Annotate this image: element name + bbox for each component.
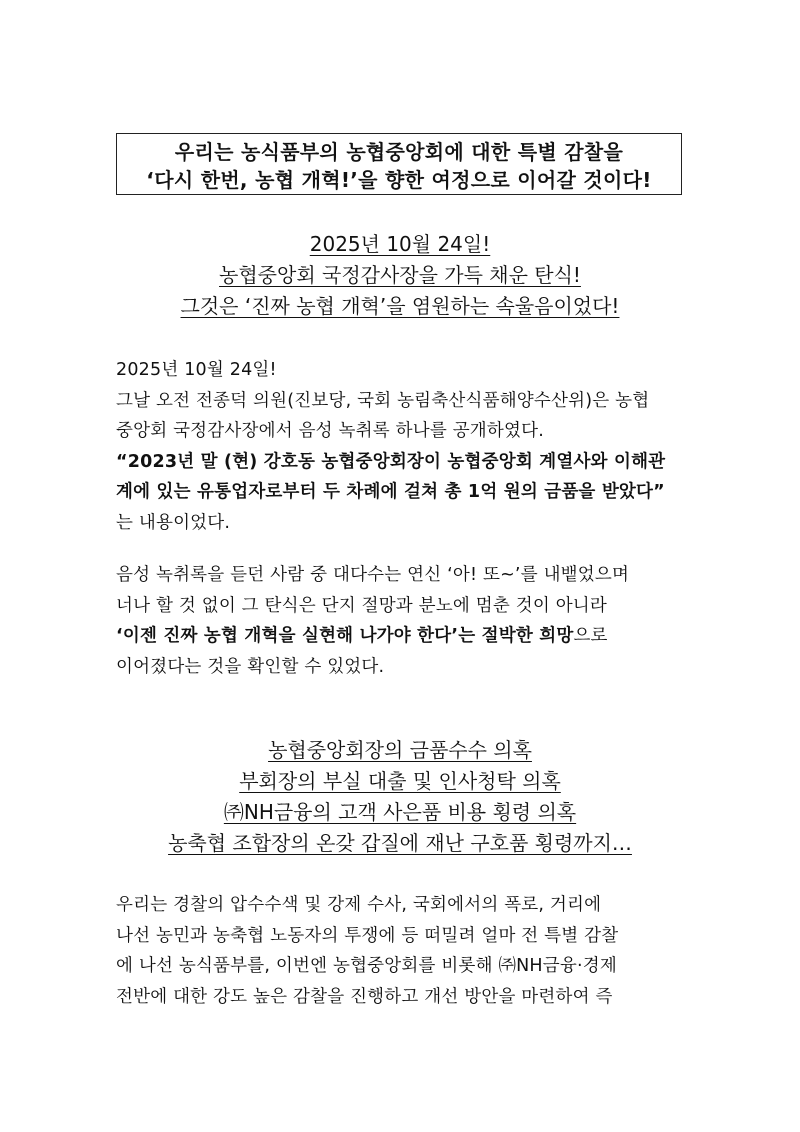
paragraph-1-line-1: 2025년 10월 24일! [116, 360, 277, 380]
paragraph-2-line-2: 너나 할 것 없이 그 탄식은 단지 절망과 분노에 멈춘 것이 아니라 [116, 595, 608, 616]
paragraph-1-line-4: “2023년 말 (현) 강호동 농협중앙회장이 농협중앙회 계열사와 이해관 [116, 451, 666, 472]
paragraph-1-line-5: 계에 있는 유통업자로부터 두 차례에 걸쳐 총 1억 원의 금품을 받았다” [116, 482, 665, 502]
headline-2-line-4: 농축협 조합장의 온갖 갑질에 재난 구호품 횡령까지… [168, 831, 632, 855]
paragraph-1-line-6: 는 내용이었다. [116, 512, 231, 533]
title-box [116, 133, 682, 195]
paragraph-2-line-1: 음성 녹취록을 듣던 사람 중 대다수는 연신 ‘아! 또~’를 내뱉었으며 [116, 565, 630, 585]
headline-2-line-1: 농협중앙회장의 금품수수 의혹 [268, 738, 532, 762]
headline-1-line-2: 농협중앙회 국정감사장을 가득 채운 탄식! [219, 263, 581, 287]
paragraph-1-line-3: 중앙회 국정감사장에서 음성 녹취록 하나를 공개하였다. [116, 421, 544, 441]
paragraph-3-line-3: 에 나선 농식품부를, 이번엔 농협중앙회를 비롯해 ㈜NH금융·경제 [116, 956, 617, 976]
headline-2 [0, 735, 800, 859]
headline-2-line-2: 부회장의 부실 대출 및 인사청탁 의혹 [239, 769, 561, 793]
paragraph-2-line-3 [116, 621, 686, 652]
paragraph-3-line-4: 전반에 대한 강도 높은 감찰을 진행하고 개선 방안을 마련하여 즉 [116, 986, 613, 1007]
paragraph-1 [116, 355, 686, 538]
paragraph-2-line-3-rest: 으로 [573, 626, 608, 646]
paragraph-2-line-3-bold: ‘이젠 진짜 농협 개혁을 실현해 나가야 한다’는 절박한 희망 [116, 626, 574, 646]
headline-1-line-1: 2025년 10월 24일! [309, 232, 491, 256]
paragraph-2-line-4: 이어졌다는 것을 확인할 수 있었다. [116, 656, 385, 677]
title-line-1: 우리는 농식품부의 농협중앙회에 대한 특별 감찰을 [174, 140, 624, 164]
headline-1 [0, 229, 800, 322]
paragraph-3 [116, 890, 686, 1012]
headline-2-line-3: ㈜NH금융의 고객 사은품 비용 횡령 의혹 [223, 800, 577, 824]
headline-1-line-3: 그것은 ‘진짜 농협 개혁’을 염원하는 속울음이었다! [180, 294, 620, 318]
paragraph-3-line-1: 우리는 경찰의 압수수색 및 강제 수사, 국회에서의 폭로, 거리에 [116, 895, 602, 915]
paragraph-1-line-2: 그날 오전 전종덕 의원(진보당, 국회 농림축산식품해양수산위)은 농협 [116, 390, 650, 411]
title-line-2: ‘다시 한번, 농협 개혁!’을 향한 여정으로 이어갈 것이다! [146, 168, 652, 192]
paragraph-3-line-2: 나선 농민과 농축협 노동자의 투쟁에 등 떠밀려 얼마 전 특별 감찰 [116, 925, 619, 946]
paragraph-2 [116, 560, 686, 682]
